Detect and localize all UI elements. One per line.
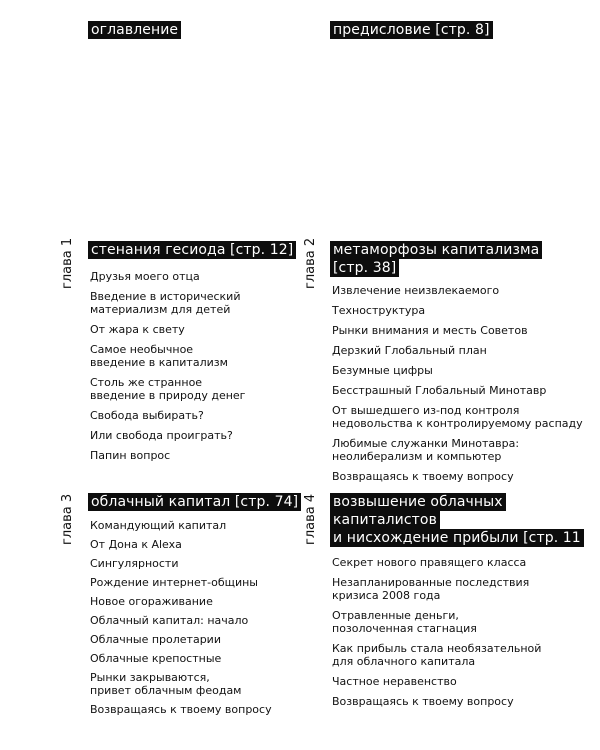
chapter-items bbox=[90, 519, 272, 716]
list-item: Свобода выбирать? bbox=[90, 409, 204, 422]
chapter-title-line: стенания гесиода [стр. 12] bbox=[88, 241, 296, 259]
chapter-items bbox=[90, 270, 245, 462]
list-item: Столь же странное введение в природу денег bbox=[90, 376, 246, 402]
list-item: Возвращаясь к твоему вопросу bbox=[90, 703, 272, 716]
chapter-label: глава 2 bbox=[303, 237, 318, 289]
list-item: Самое необычное введение в капитализм bbox=[90, 343, 228, 369]
list-item: Любимые служанки Минотавра: неолиберализм и компьютер bbox=[332, 437, 520, 463]
list-item: Рынки внимания и месть Советов bbox=[332, 324, 528, 337]
list-item: Рынки закрываются, привет облачным феодам bbox=[90, 671, 242, 697]
chapter-title bbox=[88, 241, 296, 259]
list-item: Сингулярности bbox=[90, 557, 179, 570]
list-item: От Дона к Alexa bbox=[90, 538, 182, 551]
chapter-title-line: и нисхождение прибыли [стр. 11 bbox=[330, 529, 584, 547]
list-item: Возвращаясь к твоему вопросу bbox=[332, 470, 514, 483]
list-item: Облачный капитал: начало bbox=[90, 614, 249, 627]
preface-heading: предисловие [стр. 8] bbox=[330, 21, 493, 39]
chapter-label: глава 3 bbox=[60, 493, 75, 545]
chapter-title bbox=[330, 493, 584, 547]
list-item: Новое огораживание bbox=[90, 595, 213, 608]
toc-heading: оглавление bbox=[88, 21, 181, 39]
list-item: Облачные пролетарии bbox=[90, 633, 221, 646]
list-item: Секрет нового правящего класса bbox=[332, 556, 527, 569]
chapter-title-line: возвышение облачных bbox=[330, 493, 506, 511]
chapter-title-line: капиталистов bbox=[330, 511, 440, 529]
chapter-title-line: облачный капитал [стр. 74] bbox=[88, 493, 301, 511]
list-item: Или свобода проиграть? bbox=[90, 429, 233, 442]
chapter-title-line: метаморфозы капитализма bbox=[330, 241, 542, 259]
list-item: Рождение интернет-общины bbox=[90, 576, 258, 589]
list-item: Частное неравенство bbox=[332, 675, 457, 688]
chapter-label: глава 4 bbox=[303, 493, 318, 545]
chapter-title bbox=[330, 241, 542, 277]
list-item: От вышедшего из-под контроля недовольства к контролируемому распаду bbox=[332, 404, 583, 430]
list-item: Облачные крепостные bbox=[90, 652, 222, 665]
list-item: Друзья моего отца bbox=[90, 270, 200, 283]
chapter-label: глава 1 bbox=[60, 237, 75, 289]
list-item: Папин вопрос bbox=[90, 449, 171, 462]
list-item: От жара к свету bbox=[90, 323, 185, 336]
chapter-title-line: [стр. 38] bbox=[330, 259, 399, 277]
chapter-items bbox=[332, 284, 583, 483]
chapter-title bbox=[88, 493, 301, 511]
chapter-items bbox=[332, 556, 541, 708]
list-item: Как прибыль стала необязательной для облачного капитала bbox=[332, 642, 542, 668]
list-item: Извлечение неизвлекаемого bbox=[332, 284, 500, 297]
list-item: Дерзкий Глобальный план bbox=[332, 344, 487, 357]
list-item: Отравленные деньги, позолоченная стагнация bbox=[332, 609, 477, 635]
list-item: Бесстрашный Глобальный Минотавр bbox=[332, 384, 547, 397]
list-item: Незапланированные последствия кризиса 2008 года bbox=[332, 576, 530, 602]
list-item: Возвращаясь к твоему вопросу bbox=[332, 695, 514, 708]
list-item: Безумные цифры bbox=[332, 364, 433, 377]
list-item: Командующий капитал bbox=[90, 519, 227, 532]
list-item: Введение в исторический материализм для детей bbox=[90, 290, 241, 316]
list-item: Техноструктура bbox=[332, 304, 426, 317]
